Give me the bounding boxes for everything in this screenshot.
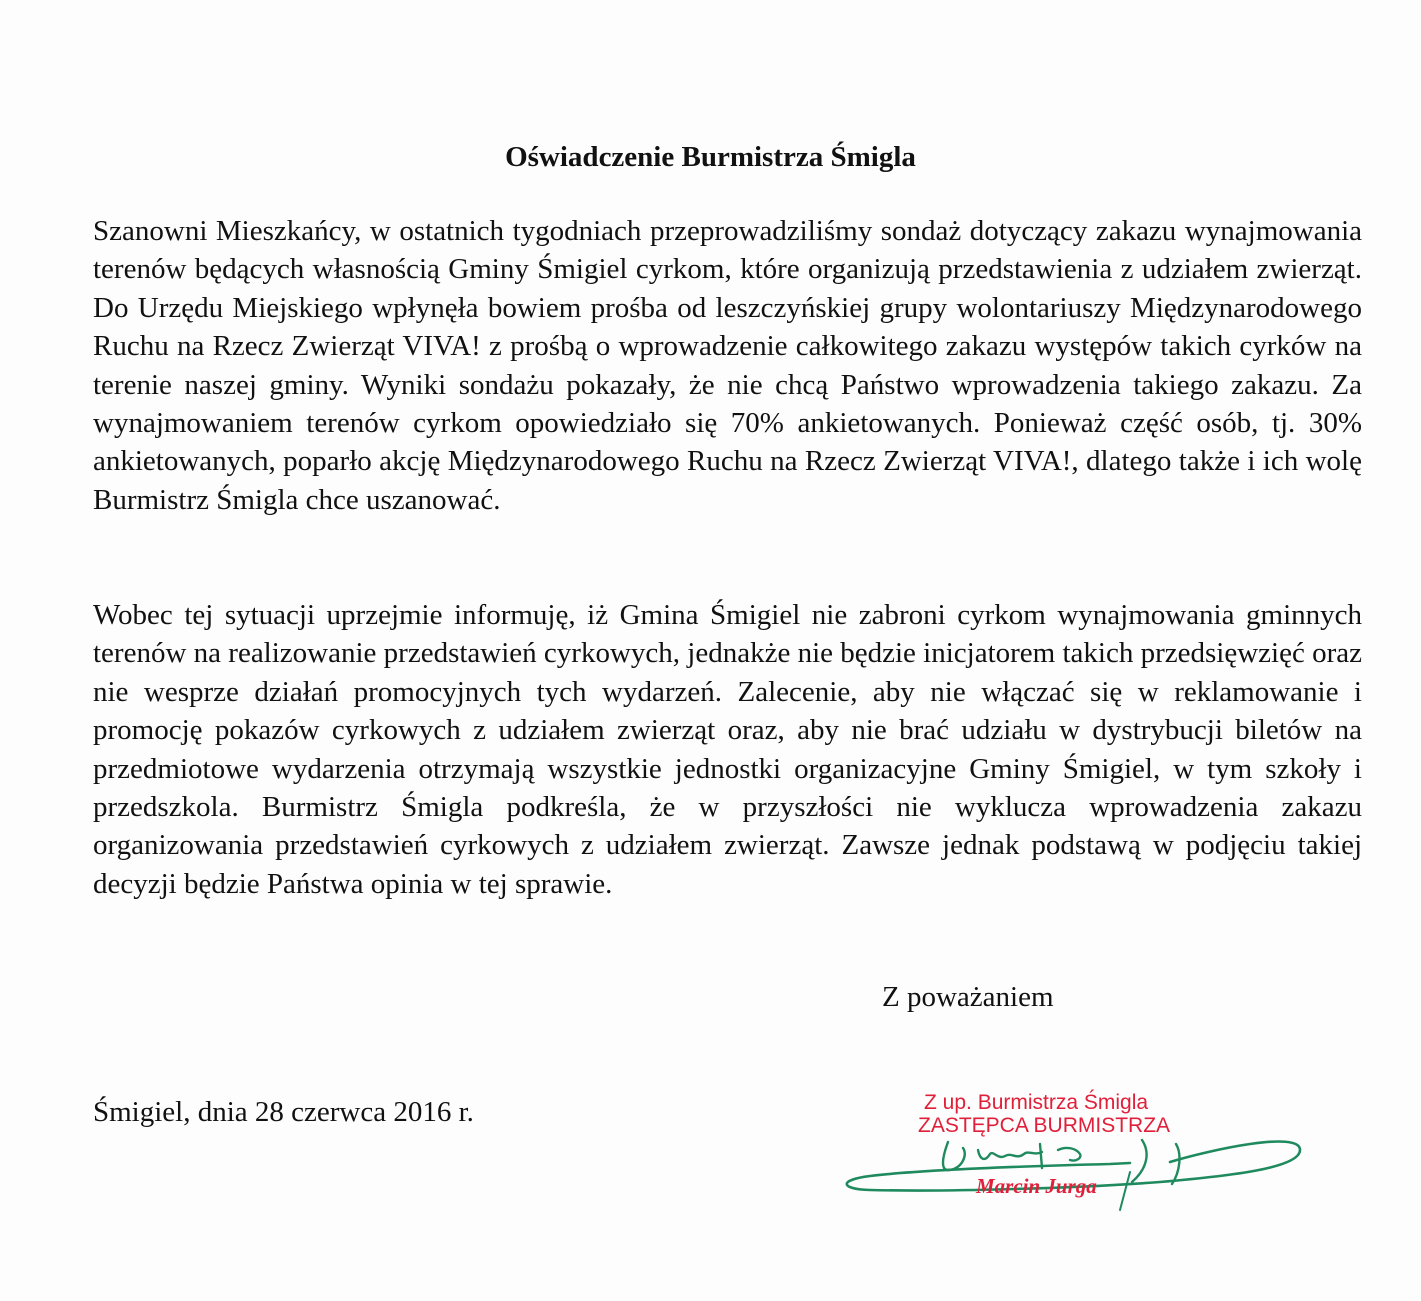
paragraph-intro: Szanowni Mieszkańcy, w ostatnich tygodniach przeprowadziliśmy sondaż dotyczący zakazu wynajmowania terenów będących własnością Gminy Śmigiel cyrkom, które organizują przedstawienia z udziałem zwierząt. Do Urzędu Miejskiego wpłynęła bowiem prośba od leszczyńskiej grupy wolontariuszy Międzynarodowego Ruchu na Rzecz Zwierząt VIVA! z prośbą o wprowadzenie całkowitego zakazu występów takich cyrków na terenie naszej gminy. Wyniki sondażu pokazały, że nie chcą Państwo wprowadzenia takiego zakazu. Za wynajmowaniem terenów cyrkom opowiedziało się 70% ankietowanych. Ponieważ część osób, tj. 30% ankietowanych, poparło akcję Międzynarodowego Ruchu na Rzecz Zwierząt VIVA!, dlatego także i ich wolę Burmistrz Śmigla chce uszanować.: [93, 215, 1362, 516]
stamp-name: Marcin Jurga: [976, 1174, 1097, 1198]
closing-salutation: Z poważaniem: [882, 981, 1054, 1013]
stamp-authorization: Z up. Burmistrza Śmigla: [924, 1091, 1149, 1114]
document-title: Oświadczenie Burmistrza Śmigla: [505, 141, 916, 173]
stamp-position: ZASTĘPCA BURMISTRZA: [918, 1114, 1171, 1137]
paragraph-decision: Wobec tej sytuacji uprzejmie informuję, iż Gmina Śmigiel nie zabroni cyrkom wynajmowania gminnych terenów na realizowanie przedstawień cyrkowych, jednakże nie będzie inicjatorem takich przedsięwzięć oraz nie wesprze działań promocyjnych tych wydarzeń. Zalecenie, aby nie włączać się w reklamowanie i promocję pokazów cyrkowych z udziałem zwierząt oraz, aby nie brać udziału w dystrybucji biletów na przedmiotowe wydarzenia otrzymają wszystkie jednostki organizacyjne Gminy Śmigiel, w tym szkoły i przedszkola. Burmistrz Śmigla podkreśla, że w przyszłości nie wyklucza wprowadzenia zakazu organizowania przedstawień cyrkowych z udziałem zwierząt. Zawsze jednak podstawą w podjęciu takiej decyzji będzie Państwa opinia w tej sprawie.: [93, 599, 1362, 900]
place-and-date: Śmigiel, dnia 28 czerwca 2016 r.: [93, 1096, 474, 1128]
